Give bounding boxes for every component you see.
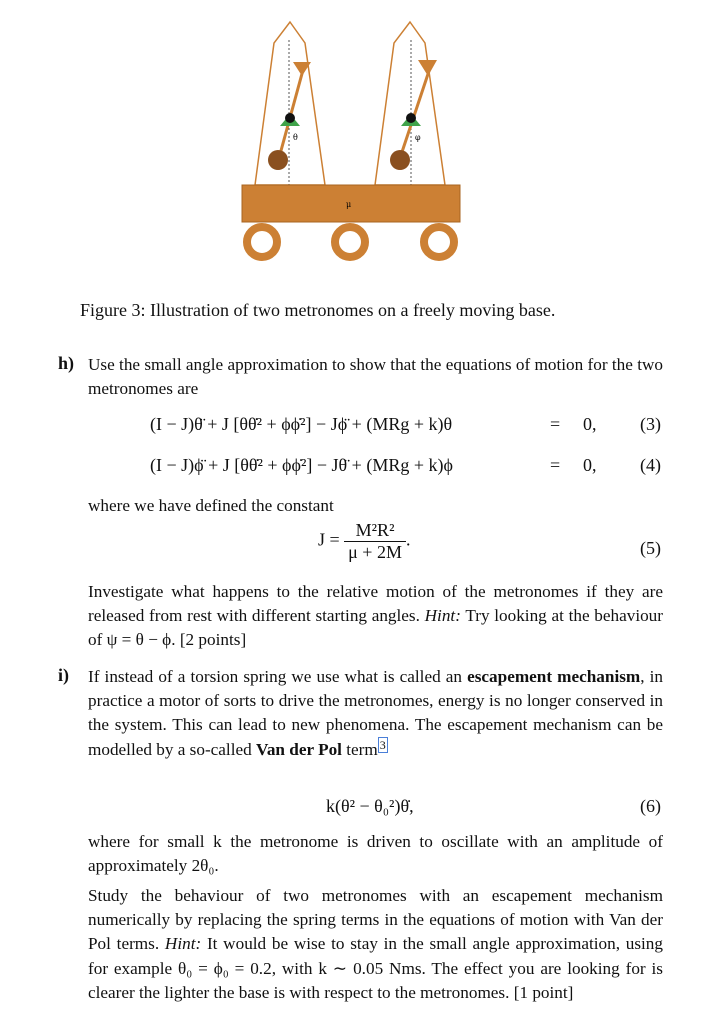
equation-4-equals: = xyxy=(550,455,561,475)
equation-4-number: (4) xyxy=(640,455,661,475)
left-wheel xyxy=(247,227,277,257)
investigate-text: Investigate what happens to the relative motion of the metronomes if they are released from rest with different starting angles. xyxy=(88,582,663,626)
phi-label: φ xyxy=(415,133,421,142)
equation-5-number: (5) xyxy=(640,538,661,558)
escapement-paragraph xyxy=(88,665,663,762)
middle-wheel xyxy=(335,227,365,257)
amplitude-paragraph: where for small k the metronome is driven to oscillate with an amplitude of approximately 2θ₀. xyxy=(88,832,663,876)
escapement-term: escapement mechanism xyxy=(467,667,641,686)
left-metronome-body xyxy=(255,22,325,185)
right-wheel xyxy=(424,227,454,257)
escapement-text-b: , in practice a motor of sorts to drive the metronomes, energy is no longer conserved in the system. This can lead to new phenomena. The escapement mechanism can be modelled by a so-called xyxy=(88,667,664,759)
equation-5-fraction xyxy=(344,520,406,563)
right-pivot-dot xyxy=(406,113,416,123)
investigate-paragraph xyxy=(88,580,663,653)
equation-5-denominator: μ + 2M xyxy=(348,542,402,562)
escapement-text-a: If instead of a torsion spring we use what is called an xyxy=(88,667,462,686)
figure-caption: Figure 3: Illustration of two metronomes on a freely moving base. xyxy=(80,300,556,320)
study-text-a: Study the behaviour of two metronomes with an escapement mechanism numerically by replacing the spring terms in the equations of motion with Van der Pol terms. xyxy=(88,886,663,954)
equation-3-number: (3) xyxy=(640,414,661,434)
investigate-hint-text: Try looking at the behaviour of ψ = θ − ϕ. [2 points] xyxy=(88,606,664,650)
equation-5-lhs: J = xyxy=(318,529,340,550)
study-paragraph xyxy=(88,884,663,1005)
right-bob xyxy=(390,150,410,170)
escapement-text-c: term xyxy=(346,739,378,759)
equation-3-equals: = xyxy=(550,414,561,434)
equation-6: k(θ² − θ₀²)θ̇, xyxy=(326,796,414,816)
theta-label: θ xyxy=(293,133,298,142)
equation-3-lhs: (I − J)θ̈ + J [θθ̇² + ϕϕ̇²] − Jϕ̈ + (MRg + k)θ xyxy=(150,414,453,434)
equation-4-lhs: (I − J)ϕ̈ + J [θθ̇² + ϕϕ̇²] − Jθ̈ + (MRg + k)ϕ xyxy=(150,455,453,475)
left-bob xyxy=(268,150,288,170)
footnote-link[interactable]: 3 xyxy=(379,737,386,752)
equation-5-numerator: M²R² xyxy=(344,520,406,542)
equation-6-number: (6) xyxy=(640,796,661,816)
metronome-figure xyxy=(0,0,716,290)
part-i-label: i) xyxy=(58,665,69,685)
study-text-b: It would be wise to stay in the small angle approximation, using for example θ₀ = ϕ₀ = 0.2, with k ∼ 0.05 Nms. The effect you are looking for is clearer the lighter the base is with respect to the metronomes. [1 point] xyxy=(88,934,663,1002)
equation-5-period: . xyxy=(405,529,411,550)
constant-definition-text: where we have defined the constant xyxy=(88,496,334,515)
right-metronome-body xyxy=(375,22,445,185)
part-h-label: h) xyxy=(58,353,75,373)
van-der-pol-term: Van der Pol xyxy=(256,739,342,759)
equation-4-rhs: 0, xyxy=(583,455,597,475)
study-hint-label: Hint: xyxy=(164,934,202,954)
equation-5 xyxy=(318,520,410,563)
mu-label: μ xyxy=(346,200,352,209)
equation-3-rhs: 0, xyxy=(583,414,597,434)
left-pivot-dot xyxy=(285,113,295,123)
part-h-intro: Use the small angle approximation to show that the equations of motion for the two metronomes are xyxy=(88,355,663,399)
hint-label: Hint: xyxy=(424,606,461,626)
